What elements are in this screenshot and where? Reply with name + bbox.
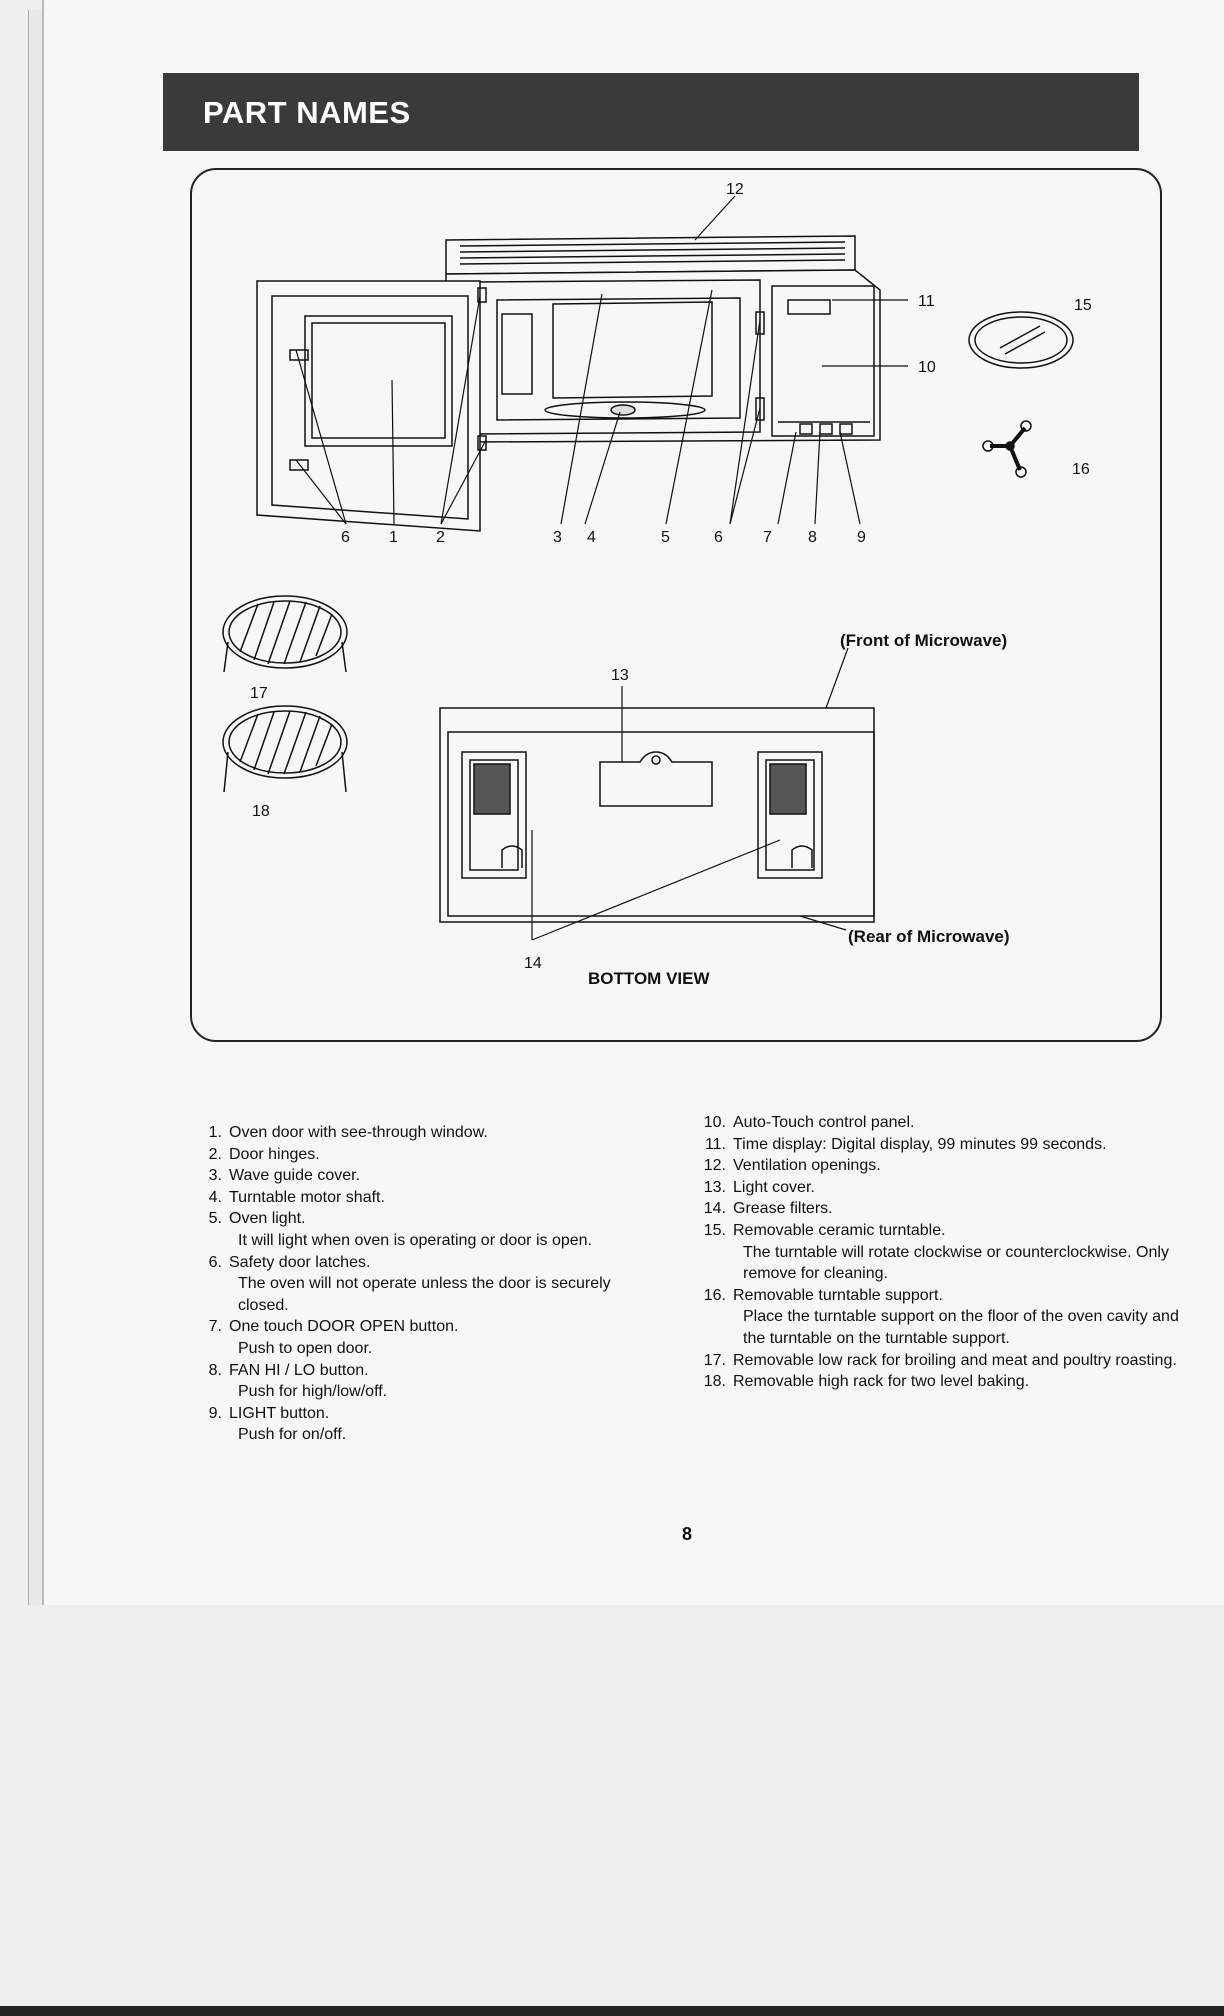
list-item: 7. One touch DOOR OPEN button.: [208, 1318, 459, 1336]
list-item-detail: Push for high/low/off.: [238, 1383, 388, 1401]
callout-5: 5: [661, 529, 670, 546]
callout-6a: 6: [341, 529, 350, 546]
list-item: 12. Ventilation openings.: [703, 1157, 881, 1175]
list-item: 1. Oven door with see-through window.: [208, 1124, 488, 1141]
list-item-detail: Place the turntable support on the floor of the oven cavity and the turntable on the turntable support.: [743, 1308, 1179, 1347]
list-item: 6. Safety door latches.: [208, 1253, 371, 1271]
list-item: 8. FAN HI / LO button.: [208, 1361, 369, 1379]
page-title: PART NAMES: [203, 95, 411, 130]
parts-list-left: [188, 1122, 658, 1446]
callout-14: 14: [524, 955, 542, 972]
callout-2: 2: [436, 529, 445, 546]
list-item: 14. Grease filters.: [703, 1200, 833, 1218]
callout-3: 3: [553, 529, 562, 546]
list-item-detail: The oven will not operate unless the door is securely closed.: [238, 1275, 611, 1314]
list-item: 18. Removable high rack for two level baking.: [703, 1373, 1030, 1391]
callout-18: 18: [252, 803, 270, 820]
list-item: 16. Removable turntable support.: [703, 1286, 943, 1304]
list-item: 10. Auto-Touch control panel.: [703, 1114, 915, 1131]
list-item: 13. Light cover.: [703, 1178, 815, 1196]
callout-11: 11: [918, 293, 935, 310]
list-item: 17. Removable low rack for broiling and meat and poultry roasting.: [703, 1351, 1177, 1369]
callout-6b: 6: [714, 529, 723, 546]
oven-door-drawing: [257, 281, 486, 531]
oven-body-drawing: [446, 270, 880, 442]
list-item: 15. Removable ceramic turntable.: [703, 1221, 946, 1239]
list-item-detail: Push for on/off.: [238, 1426, 347, 1444]
scan-background: [0, 1605, 1224, 2016]
callout-1: 1: [389, 529, 398, 546]
turntable-support-drawing: [983, 421, 1031, 477]
callout-13: 13: [611, 667, 629, 684]
list-item-detail: It will light when oven is operating or door is open.: [238, 1231, 592, 1249]
list-item: 4. Turntable motor shaft.: [208, 1188, 385, 1206]
list-item: 2. Door hinges.: [208, 1145, 320, 1163]
list-item: 5. Oven light.: [208, 1210, 306, 1228]
callout-7: 7: [763, 529, 772, 546]
callout-9: 9: [857, 529, 866, 546]
list-item: 9. LIGHT button.: [208, 1404, 330, 1422]
parts-list-right: [692, 1112, 1192, 1393]
front-of-microwave-label: (Front of Microwave): [840, 631, 1008, 650]
callout-12: 12: [726, 181, 744, 198]
scan-edge: [0, 2006, 1224, 2016]
callout-16: 16: [1072, 461, 1090, 478]
bottom-view-label: BOTTOM VIEW: [588, 969, 710, 988]
list-item-detail: The turntable will rotate clockwise or counterclockwise. Only remove for cleaning.: [743, 1243, 1169, 1283]
callout-17: 17: [250, 685, 268, 702]
rear-of-microwave-label: (Rear of Microwave): [848, 927, 1010, 946]
low-rack-drawing: [223, 596, 347, 672]
callout-10: 10: [918, 359, 936, 376]
page-number: 8: [682, 1524, 693, 1544]
list-item: 11. Time display: Digital display, 99 minutes 99 seconds.: [704, 1135, 1107, 1153]
ventilation-openings-drawing: [446, 236, 855, 274]
list-item-detail: Push to open door.: [238, 1339, 373, 1357]
high-rack-drawing: [223, 706, 347, 792]
callout-15: 15: [1074, 297, 1092, 314]
list-item: 3. Wave guide cover.: [208, 1167, 361, 1185]
turntable-drawing: [969, 312, 1073, 368]
callout-8: 8: [808, 529, 817, 546]
callout-4: 4: [587, 529, 596, 546]
